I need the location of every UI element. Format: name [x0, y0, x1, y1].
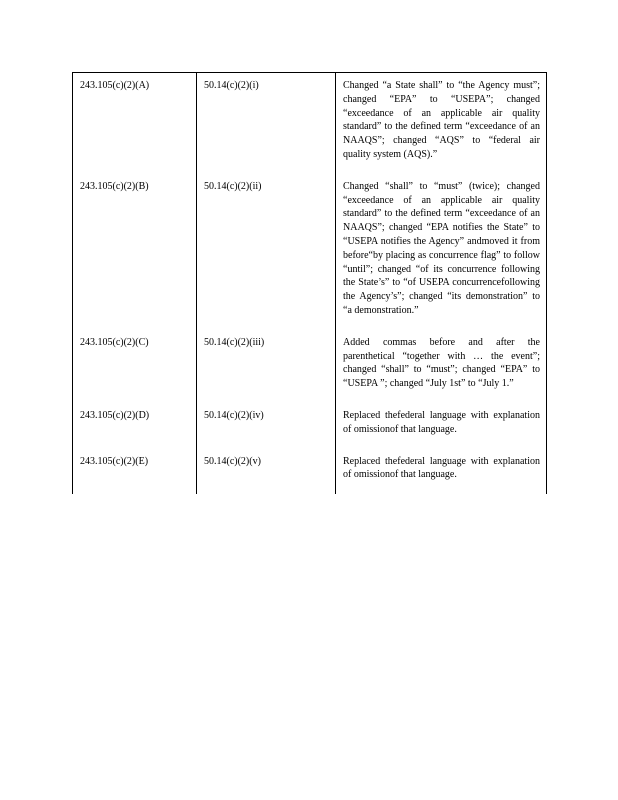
table-row — [73, 174, 547, 330]
source-section-cell: 243.105(c)(2)(A) — [73, 73, 197, 174]
target-section-cell: 50.14(c)(2)(iii) — [197, 330, 336, 403]
change-description-cell: Replaced thefederal language with explanation of omissionof that language. — [336, 403, 547, 449]
source-section-cell: 243.105(c)(2)(C) — [73, 330, 197, 403]
source-section-cell: 243.105(c)(2)(D) — [73, 403, 197, 449]
target-section-cell: 50.14(c)(2)(i) — [197, 73, 336, 174]
target-section-cell: 50.14(c)(2)(ii) — [197, 174, 336, 330]
table-row — [73, 330, 547, 403]
target-section-cell: 50.14(c)(2)(v) — [197, 449, 336, 495]
amendment-table — [72, 72, 547, 494]
source-section-cell: 243.105(c)(2)(B) — [73, 174, 197, 330]
source-section-cell: 243.105(c)(2)(E) — [73, 449, 197, 495]
change-description-cell: Added commas before and after the parenthetical “together with … the event”; changed “shall” to “must”; changed “EPA” to “USEPA ”; changed “July 1st” to “July 1.” — [336, 330, 547, 403]
table-row — [73, 73, 547, 174]
change-description-cell: Changed “a State shall” to “the Agency must”; changed “EPA” to “USEPA”; changed “exceedance of an applicable air quality standard” to the defined term “exceedance of an NAAQS”; changed “AQS” to “federal air quality system (AQS).” — [336, 73, 547, 174]
target-section-cell: 50.14(c)(2)(iv) — [197, 403, 336, 449]
table-row — [73, 449, 547, 495]
table-row — [73, 403, 547, 449]
change-description-cell: Changed “shall” to “must” (twice); changed “exceedance of an applicable air quality standard” to the defined term “exceedance of an NAAQS”; changed “EPA notifies the State” to “USEPA notifies the Agency” andmoved it from before“by placing as concurrence flag” to follow “until”; changed “of its concurrence following the State’s” to “of USEPA concurrencefollowing the Agency’s”; changed “its demonstration” to “a demonstration.” — [336, 174, 547, 330]
change-description-cell: Replaced thefederal language with explanation of omissionof that language. — [336, 449, 547, 495]
